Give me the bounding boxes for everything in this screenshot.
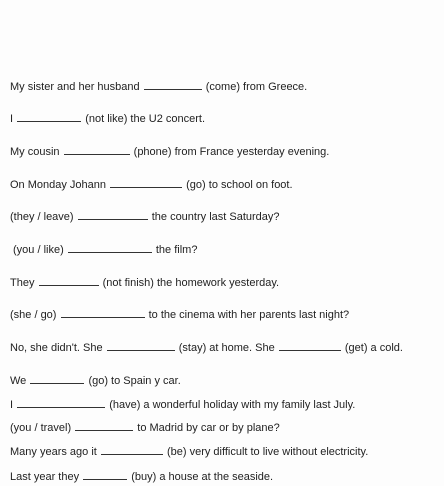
sentence-text-after: (buy) a house at the seaside. (131, 471, 274, 483)
sentence-3 (10, 144, 329, 158)
sentence-text-before: (they / leave) (10, 211, 74, 223)
sentence-text-after: (go) to Spain y car. (88, 375, 181, 387)
sentence-4 (10, 177, 293, 191)
sentence-text-after: (have) a wonderful holiday with my family last July. (109, 399, 356, 411)
sentence-text-after: the film? (155, 244, 198, 256)
answer-blank[interactable] (39, 275, 99, 286)
sentence-text-after: (get) a cold. (344, 342, 403, 354)
sentence-text-before: (you / travel) (10, 422, 72, 434)
sentence-text-after: (not like) the U2 concert. (85, 113, 206, 125)
sentence-9 (10, 340, 403, 354)
sentence-text-before: I (10, 113, 14, 125)
sentence-13 (10, 444, 368, 458)
answer-blank[interactable] (144, 79, 202, 90)
answer-blank[interactable] (83, 469, 127, 480)
sentence-text-before: We (10, 375, 27, 387)
sentence-10 (10, 373, 181, 387)
sentence-text-after: to Madrid by car or by plane? (137, 422, 280, 434)
sentence-text-before: No, she didn't. She (10, 342, 103, 354)
sentence-12 (10, 420, 280, 434)
sentence-text-before: They (10, 277, 35, 289)
sentence-5 (10, 209, 280, 223)
sentence-text-before: Many years ago it (10, 446, 97, 458)
sentence-text-before: On Monday Johann (10, 179, 107, 191)
answer-blank[interactable] (17, 397, 105, 408)
sentence-text-after: (be) very difficult to live without electricity. (166, 446, 369, 458)
sentence-text-after: (not finish) the homework yesterday. (102, 277, 280, 289)
answer-blank[interactable] (78, 209, 148, 220)
answer-blank[interactable] (30, 373, 84, 384)
sentence-text-after: (come) from Greece. (205, 81, 308, 93)
sentence-text-after: to the cinema with her parents last night? (148, 309, 350, 321)
sentence-11 (10, 397, 355, 411)
sentence-text-before: My cousin (10, 146, 60, 158)
sentence-text-after: (go) to school on foot. (186, 179, 293, 191)
sentence-14 (10, 469, 273, 483)
answer-blank-2[interactable] (279, 340, 341, 351)
answer-blank[interactable] (61, 307, 145, 318)
answer-blank[interactable] (75, 420, 133, 431)
answer-blank[interactable] (101, 444, 163, 455)
sentence-text-before: My sister and her husband (10, 81, 140, 93)
sentence-8 (10, 307, 349, 321)
answer-blank[interactable] (17, 111, 81, 122)
sentence-text-middle: (stay) at home. She (178, 342, 275, 354)
sentence-7 (10, 275, 279, 289)
answer-blank[interactable] (107, 340, 175, 351)
sentence-text-before: Last year they (10, 471, 80, 483)
sentence-text-after: the country last Saturday? (151, 211, 280, 223)
sentence-2 (10, 111, 205, 125)
sentence-6 (13, 242, 197, 256)
sentence-text-before: I (10, 399, 14, 411)
answer-blank[interactable] (64, 144, 130, 155)
sentence-text-after: (phone) from France yesterday evening. (133, 146, 330, 158)
sentence-text-before: (you / like) (13, 244, 64, 256)
answer-blank[interactable] (68, 242, 152, 253)
sentence-1 (10, 79, 307, 93)
answer-blank[interactable] (110, 177, 182, 188)
sentence-text-before: (she / go) (10, 309, 57, 321)
